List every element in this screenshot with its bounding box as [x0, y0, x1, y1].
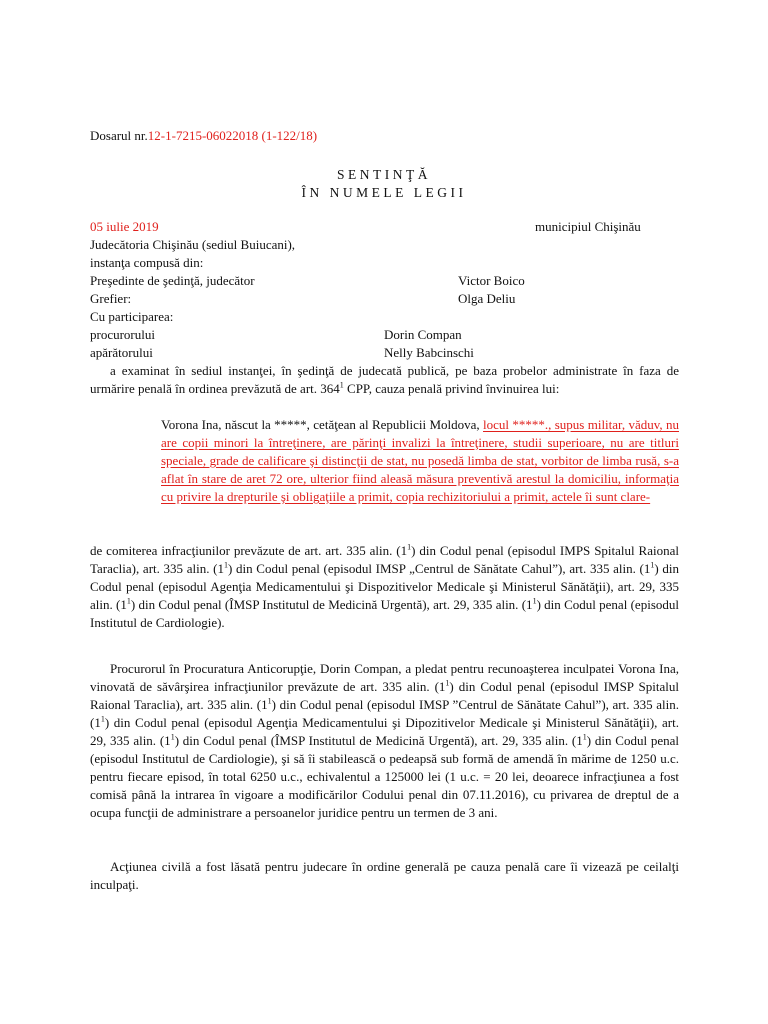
case-number-line	[90, 127, 317, 145]
participant-label-prosecutor: procurorului	[90, 327, 155, 342]
participant-label-defender: apărătorului	[90, 345, 153, 360]
defendant-name: Vorona Ina, născut la *****, cetăţean al Republicii Moldova,	[161, 417, 484, 432]
role-label-clerk: Grefier:	[90, 291, 132, 306]
document-subtitle: ÎN NUMELE LEGII	[301, 185, 467, 200]
role-name-clerk: Olga Deliu	[458, 291, 516, 306]
participation-label: Cu participarea:	[90, 309, 174, 324]
defendant-details: locul *****., supus militar, văduv, nu are copii minori la întreţinere, are părinţi invalizi la întreţinere, studii superioare, nu are titluri speciale, grade de calificare şi distincţii de stat, nu posedă limba de stat, vorbitor de limba rusă, s-a aflat în stare de aret 72 ore, ulterior fiind aleasă măsura preventivă arestul la domiciliu, informaţia cu privire la drepturile şi obligaţiile a primit, copia rechizitoriului a primit, actele îi sunt clare-	[161, 417, 679, 504]
composition-label: instanţa compusă din:	[90, 255, 204, 270]
case-number: 12-1-7215-06022018 (1-122/18)	[147, 128, 318, 143]
case-prefix: Dosarul nr.	[90, 128, 148, 143]
role-label-judge: Preşedinte de şedinţă, judecător	[90, 273, 255, 288]
participant-name-defender: Nelly Babcinschi	[384, 345, 474, 360]
court-name: Judecătoria Chişinău (sediul Buiucani),	[90, 237, 296, 252]
document-title: SENTINŢĂ	[337, 167, 431, 182]
intro-paragraph: a examinat în sediul instanţei, în şedinţă de judecată publică, pe baza probelor administrate în faza de urmărire penală în ordinea prevăzută de art. $364^1$ CPP, cauza penală privind învinuirea lui:	[90, 363, 679, 396]
prosecutor-paragraph: Procurorul în Procuratura Anticorupţie, Dorin Compan, a pledat pentru recunoaşterea inculpatei Vorona Ina, vinovată de săvârşirea infracţiunilor prevăzute de art. 335 alin. $(1^1)$ din Codul penal (episodul IMSP Spitalul Raional Taraclia), art. 335 alin. $(1^1)$ din Codul penal (episodul IMSP ”Centrul de Sănătate Cahul”), art. 335 alin. $(1^1)$ din Codul penal (episodul Agenţia Medicamentului şi Dipozitivelor Medicale şi Ministerul Sănătăţii), art. 29, 335 alin. $(1^1)$ din Codul penal (ÎMSP Institutul de Medicină Urgentă), art. 29, 335 alin. $(1^1)$ din Codul penal (episodul Institutul de Cardiologie), şi să îi stabilească o pedeapsă sub formă de amendă în mărime de 1250 u.c. pentru fiecare episod, în total 6250 u.c., echivalentul a 125000 lei (1 u.c. = 20 lei, deoarece infracţiunea a fost comisă până la intrarea în vigoare a modificărilor Codului penal din 07.11.2016), cu privarea de dreptul de a ocupa funcţii de administrare a persoanelor juridice pentru un termen de 3 ani.	[90, 661, 680, 820]
document-location: municipiul Chişinău	[535, 219, 641, 234]
civil-action-paragraph: Acţiunea civilă a fost lăsată pentru judecare în ordine generală pe cauza penală care îi vizează pe ceilalţi inculpaţi.	[90, 859, 679, 892]
document-date: 05 iulie 2019	[90, 219, 159, 234]
defendant-block	[161, 416, 679, 506]
role-name-judge: Victor Boico	[458, 273, 525, 288]
charges-paragraph: de comiterea infracţiunilor prevăzute de art. art. 335 alin. $(1^1)$ din Codul penal (episodul IMPS Spitalul Raional Taraclia), art. 335 alin. $(1^1)$ din Codul penal (episodul IMSP „Centrul de Sănătate Cahul”), art. 335 alin. $(1^1)$ din Codul penal (episodul Agenţia Medicamentului şi Dispozitivelor Medicale şi Ministerul Sănătăţii), art. 29, 335 alin. $(1^1)$ din Codul penal (ÎMSP Institutul de Medicină Urgentă), art. 29, 335 alin. $(1^1)$ din Codul penal (episodul Institutul de Cardiologie).	[90, 542, 679, 630]
participant-name-prosecutor: Dorin Compan	[384, 327, 462, 342]
